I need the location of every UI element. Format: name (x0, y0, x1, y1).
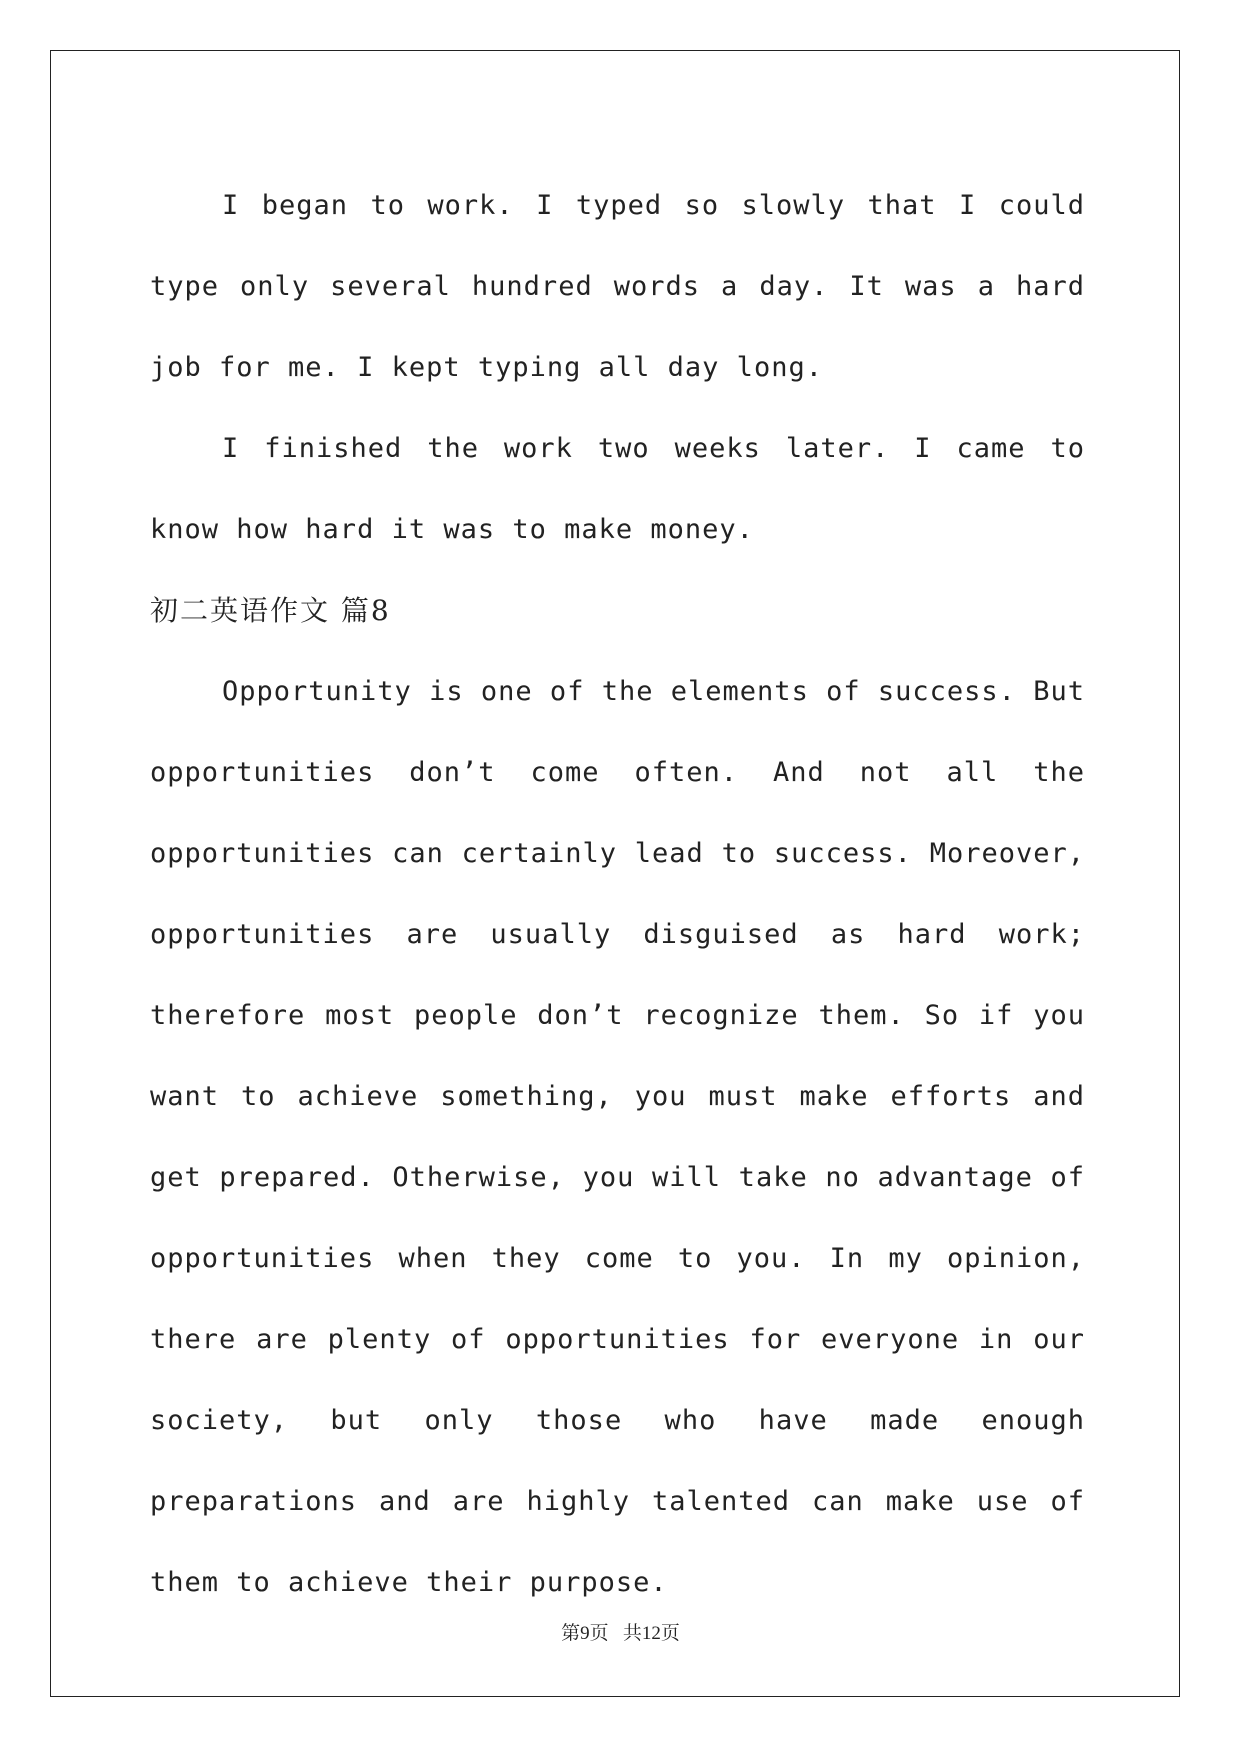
document-body (150, 165, 1085, 1623)
page-number: 第9页 (561, 1623, 609, 1644)
section-heading: 初二英语作文 篇8 (150, 594, 391, 627)
page-footer (0, 1618, 1241, 1645)
page-total: 共12页 (622, 1623, 680, 1644)
paragraph: Opportunity is one of the elements of success. But opportunities don’t come often. And not all the opportunities can certainly lead to success. Moreover, opportunities are usually disguised as hard work; therefore most people don’t recognize them. So if you want to achieve something, you must make efforts and get prepared. Otherwise, you will take no advantage of opportunities when they come to you. In my opinion, there are plenty of opportunities for everyone in our society, but only those who have made enough preparations and are highly talented can make use of them to achieve their purpose. (150, 676, 1085, 1598)
paragraph: I began to work. I typed so slowly that I could type only several hundred words a day. It was a hard job for me. I kept typing all day long. (150, 190, 1085, 383)
paragraph: I finished the work two weeks later. I came to know how hard it was to make money. (150, 433, 1085, 545)
